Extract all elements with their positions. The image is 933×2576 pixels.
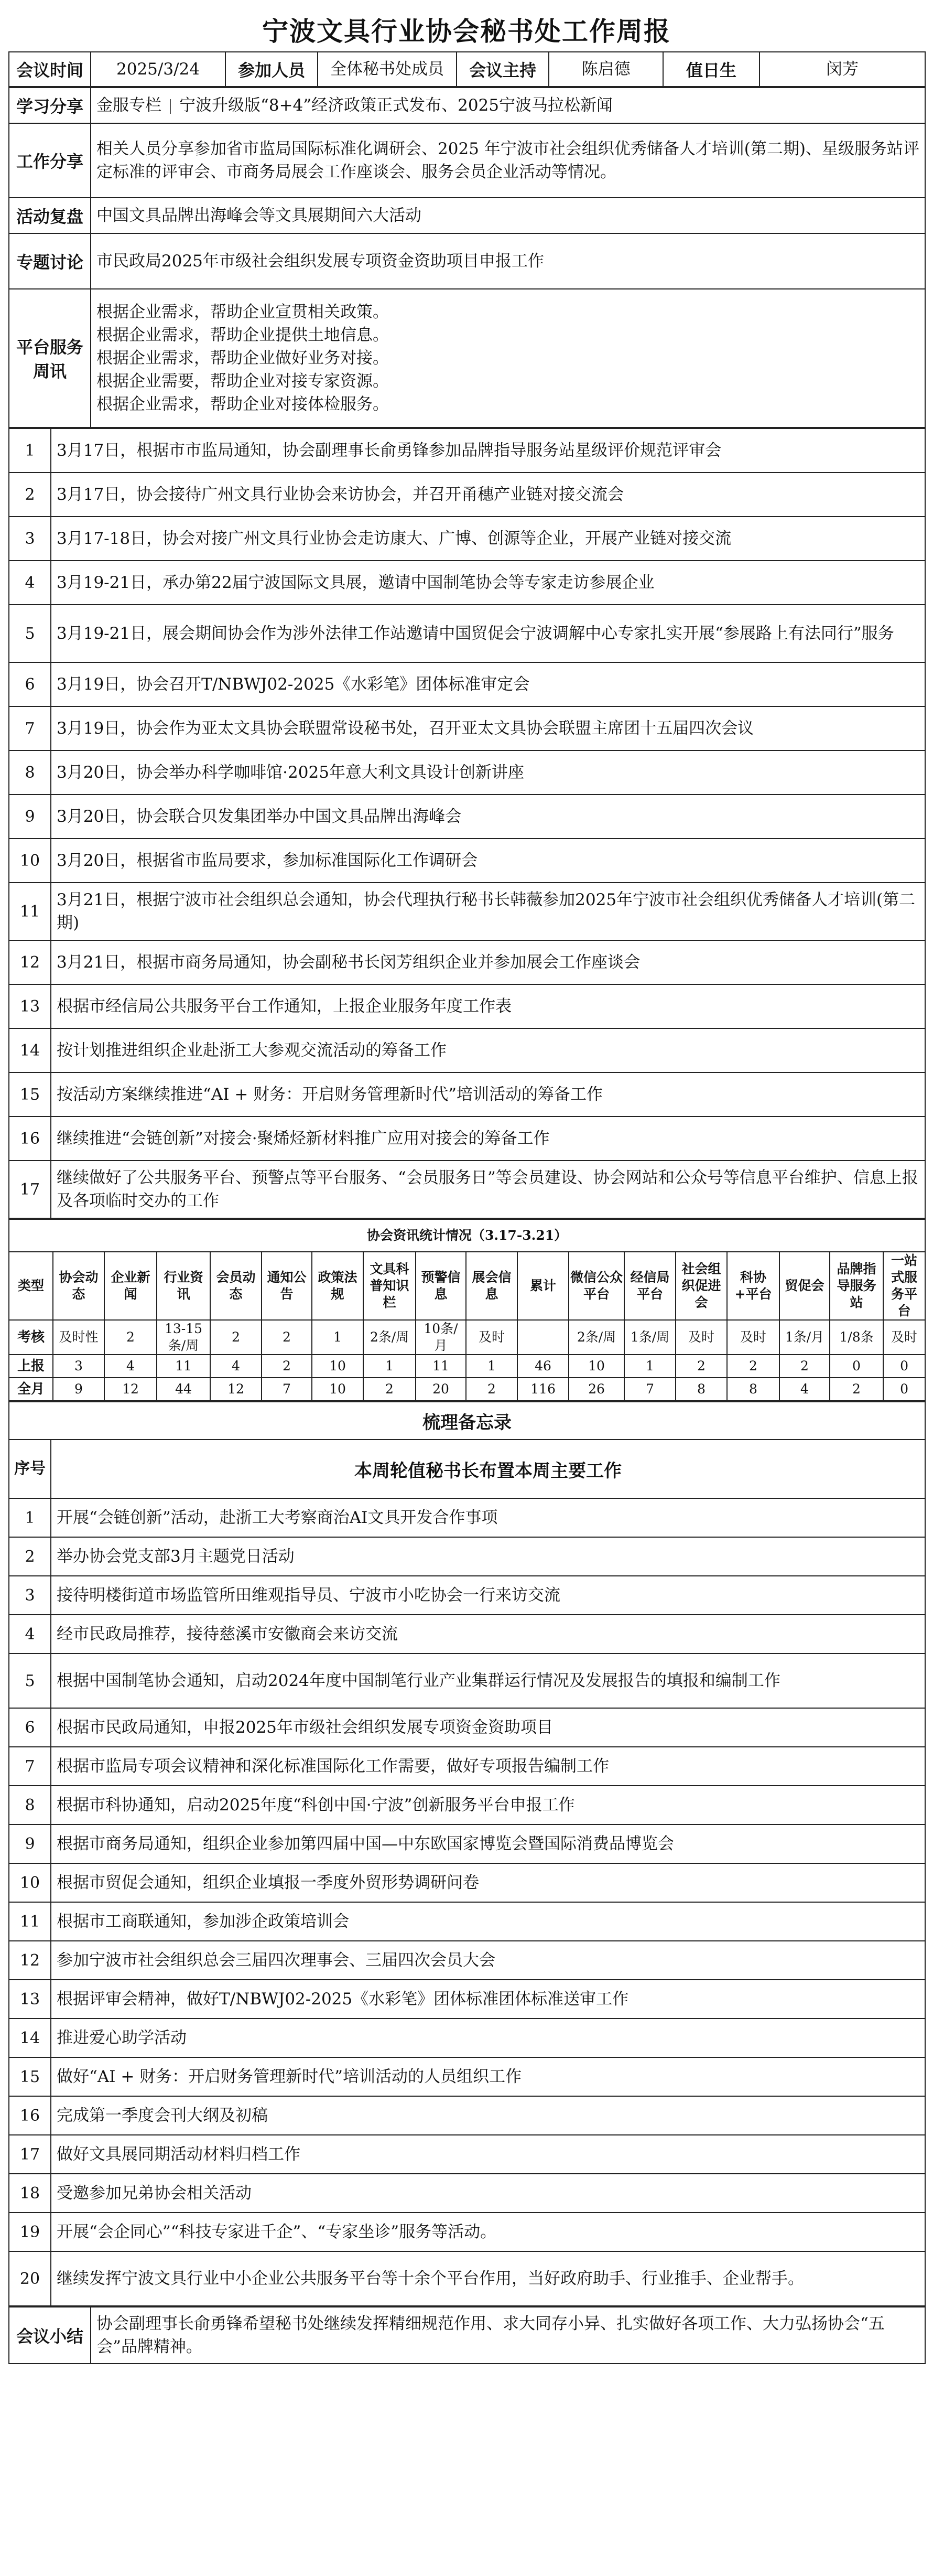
stats-cell: 2	[779, 1355, 830, 1378]
memo-item-no: 5	[9, 1654, 51, 1708]
weekly-item-text: 3月20日，协会联合贝发集团举办中国文具品牌出海峰会	[51, 795, 925, 839]
memo-item-text: 继续发挥宁波文具行业中小企业公共服务平台等十余个平台作用，当好政府助手、行业推手、企业帮手。	[51, 2251, 925, 2306]
weekly-report-document	[8, 12, 925, 2364]
stats-cell: 及时	[883, 1320, 925, 1355]
weekly-item-no: 15	[9, 1072, 51, 1117]
stats-cell: 2	[104, 1320, 157, 1355]
memo-item-no: 6	[9, 1708, 51, 1747]
weekly-item-no: 2	[9, 473, 51, 517]
weekly-item-text: 3月19-21日，展会期间协会作为涉外法律工作站邀请中国贸促会宁波调解中心专家扎实开展“参展路上有法同行”服务	[51, 605, 925, 662]
weekly-item-no: 1	[9, 428, 51, 473]
stats-cell: 及时性	[53, 1320, 104, 1355]
learning-column: 金服专栏	[96, 96, 161, 115]
stats-row	[9, 1378, 925, 1401]
stats-cell: 2	[676, 1355, 727, 1378]
memo-item-text: 举办协会党支部3月主题党日活动	[51, 1537, 925, 1576]
summary-content: 协会副理事长俞勇锋希望秘书处继续发挥精细规范作用、求大同存小异、扎实做好各项工作、大力弘扬协会“五会”品牌精神。	[91, 2307, 925, 2364]
memo-item-no: 7	[9, 1747, 51, 1786]
stats-cell: 10条/月	[416, 1320, 466, 1355]
stats-header-cell: 贸促会	[779, 1252, 830, 1320]
memo-item-row	[9, 1537, 925, 1576]
host-label: 会议主持	[457, 52, 549, 87]
separator-icon	[170, 99, 171, 114]
review-label: 活动复盘	[9, 198, 91, 233]
weekly-item-no: 8	[9, 750, 51, 795]
stats-cell: 2	[262, 1320, 312, 1355]
weekly-item-text: 按计划推进组织企业赴浙工大参观交流活动的筹备工作	[51, 1028, 925, 1072]
weekly-item-row	[9, 517, 925, 561]
weekly-item-text: 继续做好了公共服务平台、预警点等平台服务、“会员服务日”等会员建设、协会网站和公众号等信息平台维护、信息上报及各项临时交办的工作	[51, 1161, 925, 1218]
memo-item-text: 接待明楼街道市场监管所田维观指导员、宁波市小吃协会一行来访交流	[51, 1576, 925, 1615]
stats-row-label: 上报	[9, 1355, 53, 1378]
platform-label-line1: 平台服务	[16, 337, 83, 357]
weekly-item-row	[9, 428, 925, 473]
stats-header-cell: 预警信息	[416, 1252, 466, 1320]
memo-item-no: 14	[9, 2019, 51, 2057]
stats-cell: 10	[569, 1355, 624, 1378]
memo-item-row	[9, 2213, 925, 2251]
weekly-item-row	[9, 473, 925, 517]
stats-cell: 8	[727, 1378, 779, 1401]
stats-header-cell: 品牌指导服务站	[830, 1252, 883, 1320]
memo-table	[8, 1401, 926, 2306]
platform-line: 根据企业需求，帮助企业对接体检服务。	[96, 395, 389, 414]
stats-cell: 2	[830, 1378, 883, 1401]
stats-title: 协会资讯统计情况（3.17-3.21）	[9, 1219, 925, 1252]
weekly-item-text: 3月20日，协会举办科学咖啡馆·2025年意大利文具设计创新讲座	[51, 750, 925, 795]
stats-cell: 1	[312, 1320, 363, 1355]
stats-cell: 2	[727, 1355, 779, 1378]
sections-table	[8, 87, 926, 428]
stats-cell: 及时	[676, 1320, 727, 1355]
summary-label: 会议小结	[9, 2307, 91, 2364]
memo-item-no: 17	[9, 2135, 51, 2174]
stats-cell: 1	[466, 1355, 517, 1378]
weekly-item-row	[9, 750, 925, 795]
memo-item-text: 开展“会企同心”“科技专家进千企”、“专家坐诊”服务等活动。	[51, 2213, 925, 2251]
memo-item-row	[9, 2174, 925, 2213]
memo-item-no: 12	[9, 1941, 51, 1980]
platform-line: 根据企业需要，帮助企业对接专家资源。	[96, 372, 389, 391]
memo-item-row	[9, 1824, 925, 1863]
weekly-item-no: 13	[9, 984, 51, 1028]
memo-item-text: 根据市工商联通知，参加涉企政策培训会	[51, 1902, 925, 1941]
memo-item-row	[9, 2135, 925, 2174]
stats-cell: 44	[157, 1378, 210, 1401]
weekly-item-row	[9, 662, 925, 706]
memo-item-no: 8	[9, 1786, 51, 1824]
weekly-items-table	[8, 428, 926, 1219]
weekly-item-text: 根据市经信局公共服务平台工作通知，上报企业服务年度工作表	[51, 984, 925, 1028]
learning-label: 学习分享	[9, 88, 91, 123]
duty-value: 闵芳	[760, 52, 925, 87]
stats-cell: 8	[676, 1378, 727, 1401]
stats-cell: 1/8条	[830, 1320, 883, 1355]
platform-line: 根据企业需求，帮助企业提供土地信息。	[96, 326, 389, 345]
memo-item-text: 完成第一季度会刊大纲及初稿	[51, 2096, 925, 2135]
stats-row	[9, 1355, 925, 1378]
memo-item-row	[9, 1498, 925, 1537]
memo-item-row	[9, 1786, 925, 1824]
memo-item-row	[9, 1902, 925, 1941]
stats-cell: 2	[210, 1320, 262, 1355]
stats-cell	[517, 1320, 569, 1355]
platform-label-line2: 周讯	[32, 361, 67, 381]
memo-item-text: 根据市商务局通知，组织企业参加第四届中国—中东欧国家博览会暨国际消费品博览会	[51, 1824, 925, 1863]
stats-cell: 及时	[466, 1320, 517, 1355]
weekly-item-text: 3月19-21日，承办第22届宁波国际文具展，邀请中国制笔协会等专家走访参展企业	[51, 561, 925, 605]
weekly-item-row	[9, 883, 925, 940]
stats-header-cell: 社会组织促进会	[676, 1252, 727, 1320]
stats-cell: 11	[416, 1355, 466, 1378]
memo-item-row	[9, 1980, 925, 2019]
stats-cell: 2条/周	[569, 1320, 624, 1355]
memo-item-row	[9, 2019, 925, 2057]
weekly-item-text: 3月21日，根据宁波市社会组织总会通知，协会代理执行秘书长韩薇参加2025年宁波市社会组织优秀储备人才培训(第二期)	[51, 883, 925, 940]
weekly-item-text: 继续推进“会链创新”对接会·聚烯烃新材料推广应用对接会的筹备工作	[51, 1117, 925, 1161]
memo-item-text: 经市民政局推荐，接待慈溪市安徽商会来访交流	[51, 1615, 925, 1654]
stats-header-cell: 科协+平台	[727, 1252, 779, 1320]
stats-header-cell: 会员动态	[210, 1252, 262, 1320]
stats-header-cell: 累计	[517, 1252, 569, 1320]
document-title: 宁波文具行业协会秘书处工作周报	[262, 16, 671, 47]
stats-header-cell: 文具科普知识栏	[363, 1252, 416, 1320]
weekly-item-row	[9, 605, 925, 662]
stats-header-cell: 企业新闻	[104, 1252, 157, 1320]
stats-header-cell: 类型	[9, 1252, 53, 1320]
memo-item-text: 开展“会链创新”活动，赴浙工大考察商治AI文具开发合作事项	[51, 1498, 925, 1537]
stats-cell: 0	[830, 1355, 883, 1378]
stats-cell: 12	[104, 1378, 157, 1401]
attendees-label: 参加人员	[225, 52, 318, 87]
stats-header-cell: 行业资讯	[157, 1252, 210, 1320]
summary-table	[8, 2306, 926, 2364]
stats-cell: 12	[210, 1378, 262, 1401]
memo-item-no: 3	[9, 1576, 51, 1615]
weekly-item-text: 3月20日，根据省市监局要求，参加标准国际化工作调研会	[51, 839, 925, 883]
memo-item-no: 9	[9, 1824, 51, 1863]
stats-cell: 0	[883, 1378, 925, 1401]
stats-cell: 116	[517, 1378, 569, 1401]
weekly-item-no: 6	[9, 662, 51, 706]
memo-item-text: 做好文具展同期活动材料归档工作	[51, 2135, 925, 2174]
stats-cell: 1条/周	[624, 1320, 676, 1355]
platform-line: 根据企业需求，帮助企业宣贯相关政策。	[96, 303, 389, 321]
platform-label	[9, 289, 91, 427]
weekly-item-text: 3月19日，协会作为亚太文具协会联盟常设秘书处，召开亚太文具协会联盟主席团十五届四次会议	[51, 706, 925, 750]
weekly-item-row	[9, 984, 925, 1028]
review-content: 中国文具品牌出海峰会等文具展期间六大活动	[91, 198, 925, 233]
memo-item-text: 根据市民政局通知，申报2025年市级社会组织发展专项资金资助项目	[51, 1708, 925, 1747]
stats-cell: 46	[517, 1355, 569, 1378]
work-share-label: 工作分享	[9, 123, 91, 198]
weekly-item-text: 3月21日，根据市商务局通知，协会副秘书长闵芳组织企业并参加展会工作座谈会	[51, 940, 925, 984]
stats-cell: 及时	[727, 1320, 779, 1355]
stats-cell: 20	[416, 1378, 466, 1401]
duty-label: 值日生	[663, 52, 760, 87]
memo-item-row	[9, 1941, 925, 1980]
weekly-item-row	[9, 839, 925, 883]
stats-cell: 1条/月	[779, 1320, 830, 1355]
weekly-item-text: 按活动方案继续推进“AI + 财务：开启财务管理新时代”培训活动的筹备工作	[51, 1072, 925, 1117]
stats-table	[8, 1219, 926, 1401]
weekly-item-no: 3	[9, 517, 51, 561]
memo-item-row	[9, 2096, 925, 2135]
memo-item-row	[9, 2057, 925, 2096]
weekly-item-no: 5	[9, 605, 51, 662]
memo-item-row	[9, 1654, 925, 1708]
topic-content: 市民政局2025年市级社会组织发展专项资金资助项目申报工作	[91, 233, 925, 289]
weekly-item-row	[9, 1117, 925, 1161]
memo-item-no: 18	[9, 2174, 51, 2213]
memo-item-text: 根据市科协通知，启动2025年度“科创中国·宁波”创新服务平台申报工作	[51, 1786, 925, 1824]
work-share-content: 相关人员分享参加省市监局国际标准化调研会、2025 年宁波市社会组织优秀储备人才培训(第二期)、星级服务站评定标准的评审会、市商务局展会工作座谈会、服务会员企业活动等情况。	[91, 123, 925, 198]
memo-item-no: 15	[9, 2057, 51, 2096]
memo-item-row	[9, 1863, 925, 1902]
weekly-item-no: 16	[9, 1117, 51, 1161]
stats-header-cell: 政策法规	[312, 1252, 363, 1320]
memo-item-text: 根据中国制笔协会通知，启动2024年度中国制笔行业产业集群运行情况及发展报告的填报和编制工作	[51, 1654, 925, 1708]
weekly-item-text: 3月19日，协会召开T/NBWJ02-2025《水彩笔》团体标准审定会	[51, 662, 925, 706]
weekly-item-text: 3月17日，协会接待广州文具行业协会来访协会，并召开甬穗产业链对接交流会	[51, 473, 925, 517]
memo-item-text: 根据市贸促会通知，组织企业填报一季度外贸形势调研问卷	[51, 1863, 925, 1902]
weekly-item-row	[9, 795, 925, 839]
stats-cell: 9	[53, 1378, 104, 1401]
memo-item-row	[9, 1708, 925, 1747]
stats-cell: 11	[157, 1355, 210, 1378]
memo-item-no: 20	[9, 2251, 51, 2306]
stats-cell: 4	[779, 1378, 830, 1401]
memo-item-no: 10	[9, 1863, 51, 1902]
memo-item-no: 1	[9, 1498, 51, 1537]
memo-item-text: 推进爱心助学活动	[51, 2019, 925, 2057]
memo-item-no: 16	[9, 2096, 51, 2135]
memo-item-row	[9, 1747, 925, 1786]
weekly-item-no: 4	[9, 561, 51, 605]
stats-header-cell: 一站式服务平台	[883, 1252, 925, 1320]
memo-no-label: 序号	[9, 1440, 51, 1498]
stats-row	[9, 1320, 925, 1355]
attendees-value: 全体秘书处成员	[318, 52, 457, 87]
stats-cell: 0	[883, 1355, 925, 1378]
stats-header-cell: 协会动态	[53, 1252, 104, 1320]
weekly-item-no: 10	[9, 839, 51, 883]
memo-item-no: 13	[9, 1980, 51, 2019]
weekly-item-no: 17	[9, 1161, 51, 1218]
memo-item-text: 受邀参加兄弟协会相关活动	[51, 2174, 925, 2213]
stats-cell: 7	[262, 1378, 312, 1401]
memo-item-no: 4	[9, 1615, 51, 1654]
stats-header-cell: 展会信息	[466, 1252, 517, 1320]
memo-item-text: 做好“AI + 财务：开启财务管理新时代”培训活动的人员组织工作	[51, 2057, 925, 2096]
meeting-time-label: 会议时间	[9, 52, 91, 87]
learning-content: 宁波升级版“8+4”经济政策正式发布、2025宁波马拉松新闻	[179, 96, 613, 115]
memo-header: 本周轮值秘书长布置本周主要工作	[51, 1440, 925, 1498]
stats-cell: 2	[363, 1378, 416, 1401]
meeting-info-table	[8, 51, 926, 87]
memo-item-no: 11	[9, 1902, 51, 1941]
stats-cell: 3	[53, 1355, 104, 1378]
stats-row-label: 考核	[9, 1320, 53, 1355]
memo-item-row	[9, 2251, 925, 2306]
weekly-item-text: 3月17-18日，协会对接广州文具行业协会走访康大、广博、创源等企业，开展产业链对接交流	[51, 517, 925, 561]
memo-item-no: 2	[9, 1537, 51, 1576]
weekly-item-row	[9, 706, 925, 750]
weekly-item-row	[9, 1161, 925, 1218]
stats-cell: 2	[466, 1378, 517, 1401]
weekly-item-row	[9, 561, 925, 605]
meeting-time-value: 2025/3/24	[91, 52, 225, 87]
memo-title: 梳理备忘录	[9, 1402, 925, 1440]
stats-header-cell: 通知公告	[262, 1252, 312, 1320]
weekly-item-no: 12	[9, 940, 51, 984]
host-value: 陈启德	[549, 52, 663, 87]
stats-cell: 7	[624, 1378, 676, 1401]
weekly-item-row	[9, 1072, 925, 1117]
stats-cell: 1	[363, 1355, 416, 1378]
platform-line: 根据企业需求，帮助企业做好业务对接。	[96, 349, 389, 368]
stats-header-cell: 微信公众平台	[569, 1252, 624, 1320]
memo-item-row	[9, 1615, 925, 1654]
weekly-item-no: 7	[9, 706, 51, 750]
stats-cell: 1	[624, 1355, 676, 1378]
stats-cell: 2	[262, 1355, 312, 1378]
weekly-item-no: 9	[9, 795, 51, 839]
stats-row-label: 全月	[9, 1378, 53, 1401]
stats-header-cell: 经信局平台	[624, 1252, 676, 1320]
stats-cell: 10	[312, 1355, 363, 1378]
stats-cell: 10	[312, 1378, 363, 1401]
weekly-item-no: 14	[9, 1028, 51, 1072]
topic-label: 专题讨论	[9, 233, 91, 289]
weekly-item-row	[9, 940, 925, 984]
memo-item-no: 19	[9, 2213, 51, 2251]
stats-cell: 4	[104, 1355, 157, 1378]
weekly-item-no: 11	[9, 883, 51, 940]
memo-item-text: 根据市监局专项会议精神和深化标准国际化工作需要，做好专项报告编制工作	[51, 1747, 925, 1786]
stats-cell: 13-15条/周	[157, 1320, 210, 1355]
stats-cell: 2条/周	[363, 1320, 416, 1355]
stats-cell: 4	[210, 1355, 262, 1378]
memo-item-text: 根据评审会精神，做好T/NBWJ02-2025《水彩笔》团体标准团体标准送审工作	[51, 1980, 925, 2019]
stats-cell: 26	[569, 1378, 624, 1401]
memo-item-text: 参加宁波市社会组织总会三届四次理事会、三届四次会员大会	[51, 1941, 925, 1980]
weekly-item-row	[9, 1028, 925, 1072]
memo-item-row	[9, 1576, 925, 1615]
weekly-item-text: 3月17日，根据市市监局通知，协会副理事长俞勇锋参加品牌指导服务站星级评价规范评审会	[51, 428, 925, 473]
